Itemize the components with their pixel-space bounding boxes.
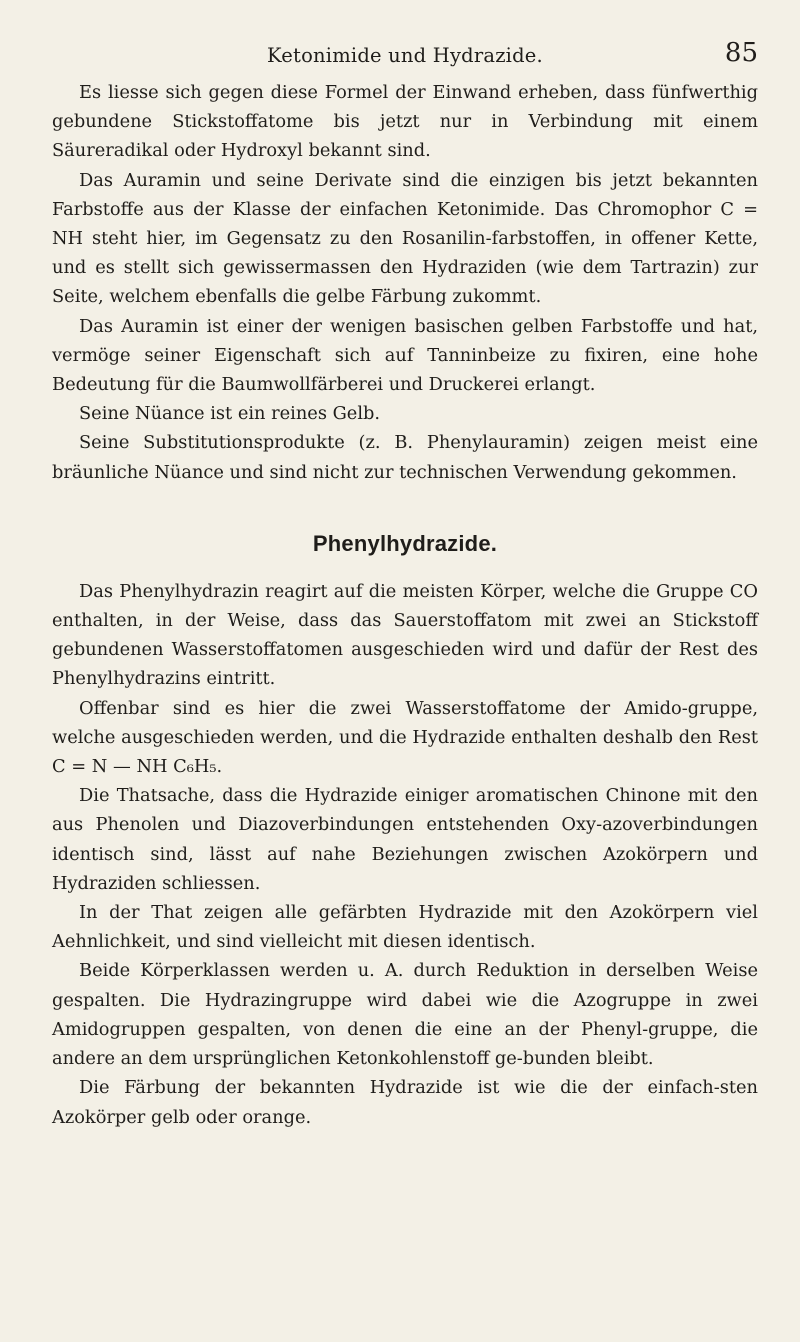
paragraph: Die Thatsache, dass die Hydrazide einiger aromatischen Chinone mit den aus Phenolen und Diazoverbindungen entstehenden Oxy-azoverbindungen identisch sind, lässt auf nahe Beziehungen zwischen Azokörpern und Hydraziden schliessen.: [52, 785, 758, 894]
paragraph: Offenbar sind es hier die zwei Wasserstoffatome der Amido-gruppe, welche ausgeschieden werden, und die Hydrazide enthalten deshalb den Rest C = N — NH C₆H₅.: [52, 697, 758, 778]
paragraph: Die Färbung der bekannten Hydrazide ist wie die der einfach-sten Azokörper gelb oder orange.: [52, 1077, 758, 1128]
page-number: 85: [724, 38, 758, 68]
paragraph: Das Auramin ist einer der wenigen basischen gelben Farbstoffe und hat, vermöge seiner Eigenschaft sich auf Tanninbeize zu fixiren, eine hohe Bedeutung für die Baumwollfärberei und Druckerei erlangt.: [52, 315, 758, 396]
running-header: [52, 0, 758, 78]
paragraph: Seine Nüance ist ein reines Gelb.: [79, 403, 381, 425]
paragraph: Beide Körperklassen werden u. A. durch Reduktion in derselben Weise gespalten. Die Hydrazingruppe wird dabei wie die Azogruppe in zwei Amidogruppen gespalten, von denen die eine an der Phenyl-gruppe, die andere an dem ursprünglichen Ketonkohlenstoff ge-bunden bleibt.: [52, 960, 758, 1070]
body-text-part1: [52, 78, 758, 487]
paragraph: Das Phenylhydrazin reagirt auf die meisten Körper, welche die Gruppe CO enthalten, in der Weise, dass das Sauerstoffatom mit zwei an Stickstoff gebundenen Wasserstoffatomen ausgeschieden wird und dafür der Rest des Phenylhydrazins eintritt.: [52, 580, 758, 690]
section-heading: Phenylhydrazide.: [312, 530, 498, 556]
paragraph: Seine Substitutionsprodukte (z. B. Phenylauramin) zeigen meist eine bräunliche Nüance und sind nicht zur technischen Verwendung gekommen.: [52, 432, 758, 483]
paragraph: Es liesse sich gegen diese Formel der Einwand erheben, dass fünfwerthig gebundene Stickstoffatome bis jetzt nur in Verbindung mit einem Säureradikal oder Hydroxyl bekannt sind.: [52, 82, 758, 162]
running-title: Ketonimide und Hydrazide.: [267, 44, 543, 67]
body-text-part2: [52, 577, 758, 1132]
paragraph: In der That zeigen alle gefärbten Hydrazide mit den Azokörpern viel Aehnlichkeit, und sind vielleicht mit diesen identisch.: [52, 902, 758, 953]
paragraph: Das Auramin und seine Derivate sind die einzigen bis jetzt bekannten Farbstoffe aus der Klasse der einfachen Ketonimide. Das Chromophor C = NH steht hier, im Gegensatz zu den Rosanilin-farbstoffen, in offener Kette, und es stellt sich gewissermassen den Hydraziden (wie dem Tartrazin) zur Seite, welchem ebenfalls die gelbe Färbung zukommt.: [52, 169, 758, 308]
